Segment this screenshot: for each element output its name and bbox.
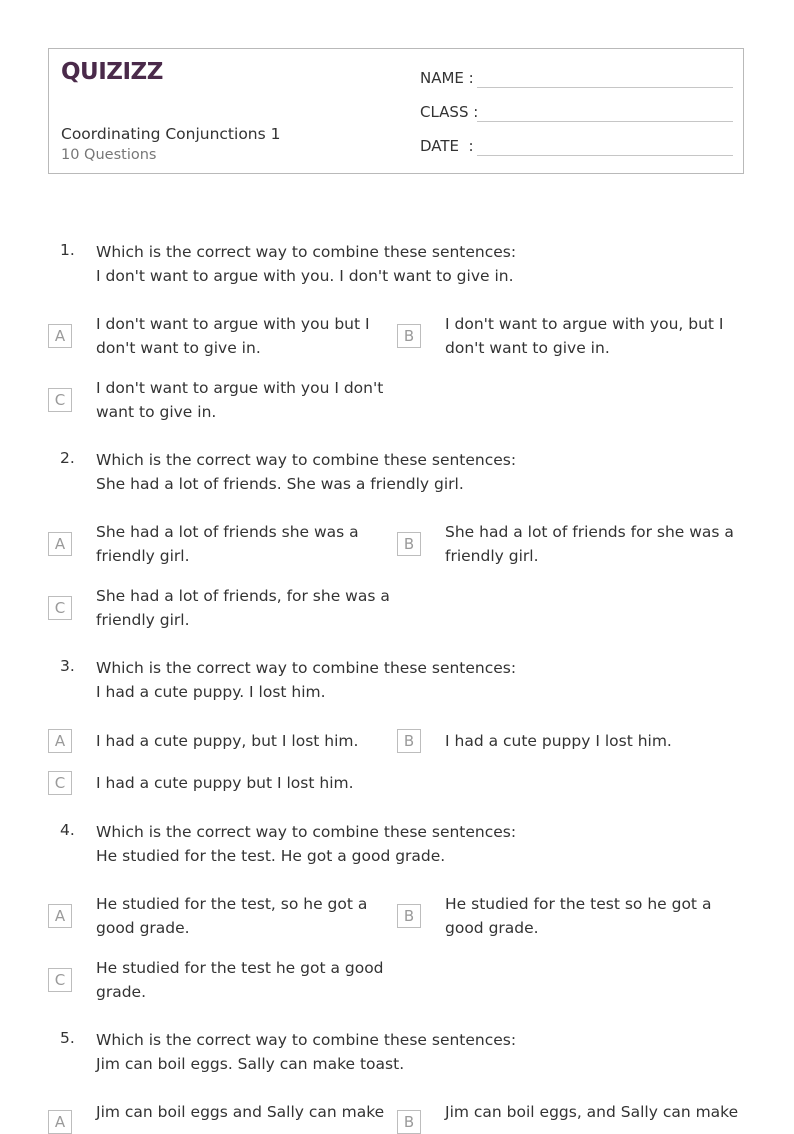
question-4-text [96,820,736,868]
option-text-1c: I don't want to argue with you I don't want to give in. [96,379,384,421]
option-text-4a: He studied for the test, so he got a good grade. [96,895,368,937]
question-1-text [96,240,736,288]
class-label: CLASS : [420,103,479,121]
option-text-4c: He studied for the test he got a good grade. [96,959,384,1001]
question-count: 10 Questions [61,147,157,163]
name-line[interactable] [477,87,733,88]
question-3-text [96,656,736,704]
date-label: DATE : [420,137,474,155]
option-text-3c: I had a cute puppy but I lost him. [96,774,354,792]
question-5-line-1: Which is the correct way to combine these sentences: [96,1031,517,1049]
option-box-2c[interactable]: C [48,596,72,620]
question-5-line-2: Jim can boil eggs. Sally can make toast. [96,1055,405,1073]
question-2-line-1: Which is the correct way to combine these sentences: [96,451,517,469]
option-box-2b[interactable]: B [397,532,421,556]
worksheet-header [48,48,744,174]
option-box-4a[interactable]: A [48,904,72,928]
option-letter-5b: B [403,1113,415,1131]
question-3-line-2: I had a cute puppy. I lost him. [96,683,326,701]
question-3-number: 3. [60,657,75,675]
question-2-line-2: She had a lot of friends. She was a friendly girl. [96,475,464,493]
date-line[interactable] [477,155,733,156]
option-text-3b: I had a cute puppy I lost him. [445,732,672,750]
option-box-4c[interactable]: C [48,968,72,992]
option-text-1a: I don't want to argue with you but I don't want to give in. [96,315,370,357]
question-5-text [96,1028,736,1076]
option-box-3c[interactable]: C [48,771,72,795]
option-text-4b: He studied for the test so he got a good grade. [445,895,712,937]
class-line[interactable] [477,121,733,122]
question-4-number: 4. [60,821,75,839]
question-1-line-1: Which is the correct way to combine these sentences: [96,243,517,261]
option-text-2b: She had a lot of friends for she was a friendly girl. [445,523,734,565]
option-box-4b[interactable]: B [397,904,421,928]
question-4-line-2: He studied for the test. He got a good grade. [96,847,446,865]
option-box-1b[interactable]: B [397,324,421,348]
option-text-1b: I don't want to argue with you, but I don't want to give in. [445,315,724,357]
option-text-5b: Jim can boil eggs, and Sally can make [445,1103,739,1121]
question-3-line-1: Which is the correct way to combine these sentences: [96,659,517,677]
option-box-5b[interactable] [397,1110,421,1134]
worksheet-title: Coordinating Conjunctions 1 [61,125,281,143]
name-label: NAME : [420,69,474,87]
option-box-2a[interactable]: A [48,532,72,556]
option-box-1a[interactable]: A [48,324,72,348]
option-text-3a: I had a cute puppy, but I lost him. [96,732,359,750]
question-5-number: 5. [60,1029,75,1047]
quizizz-logo: QUIZIZZ [61,59,163,85]
question-1-line-2: I don't want to argue with you. I don't want to give in. [96,267,514,285]
option-box-5a[interactable] [48,1110,72,1134]
question-2-text [96,448,736,496]
question-4-line-1: Which is the correct way to combine these sentences: [96,823,517,841]
option-box-1c[interactable]: C [48,388,72,412]
option-text-2a: She had a lot of friends she was a friendly girl. [96,523,359,565]
option-text-2c: She had a lot of friends, for she was a friendly girl. [96,587,390,629]
option-text-5a: Jim can boil eggs and Sally can make [96,1103,385,1121]
question-2-number: 2. [60,449,75,467]
question-1-number: 1. [60,241,75,259]
option-box-3a[interactable]: A [48,729,72,753]
option-letter-5a: A [54,1113,66,1131]
option-box-3b[interactable]: B [397,729,421,753]
